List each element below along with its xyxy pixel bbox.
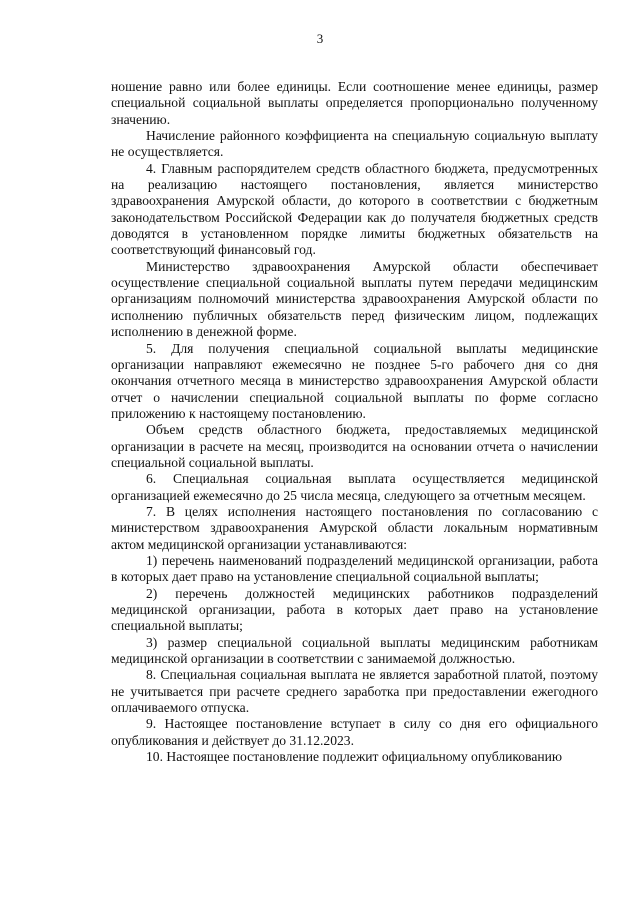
paragraph: 2) перечень должностей медицинских работников подразделений медицинской организации, работа в которых дает право на установление специальной выплаты; — [111, 585, 598, 634]
paragraph: 4. Главным распорядителем средств областного бюджета, предусмотренных на реализацию настоящего постановления, является министерство здравоохранения Амурской области, до которого в соответствии с бюджетным законодательством Российской Федерации как до получателя бюджетных средств доводятся в установленном порядке лимиты бюджетных обязательств на соответствующий финансовый год. — [111, 160, 598, 258]
page-number: 3 — [316, 31, 324, 46]
paragraph: 7. В целях исполнения настоящего постановления по согласованию с министерством здравоохранения Амурской области локальным нормативным актом медицинской организации устанавливаются: — [111, 503, 598, 552]
paragraph: 8. Специальная социальная выплата не является заработной платой, поэтому не учитывается при расчете среднего заработка при предоставлении ежегодного оплачиваемого отпуска. — [111, 667, 598, 716]
paragraph: 1) перечень наименований подразделений медицинской организации, работа в которых дает право на установление специальной социальной выплаты; — [111, 552, 598, 585]
paragraph: Министерство здравоохранения Амурской области обеспечивает осуществление специальной социальной выплаты путем передачи медицинским организациям полномочий министерства здравоохранения Амурской области по исполнению публичных обязательств перед физическим лицом, подлежащих исполнению в денежной форме. — [111, 258, 598, 340]
paragraph: 9. Настоящее постановление вступает в силу со дня его официального опубликования и действует до 31.12.2023. — [111, 716, 598, 748]
paragraph: 6. Специальная социальная выплата осуществляется медицинской организацией ежемесячно до 25 числа месяца, следующего за отчетным месяцем. — [111, 471, 598, 503]
document-body — [111, 79, 598, 765]
paragraph: 10. Настоящее постановление подлежит официальному опубликованию — [146, 749, 563, 765]
paragraph: Начисление районного коэффициента на специальную социальную выплату не осуществляется. — [111, 128, 598, 160]
paragraph: Объем средств областного бюджета, предоставляемых медицинской организации в расчете на месяц, производится на основании отчета о начислении специальной социальной выплаты. — [111, 422, 598, 470]
paragraph: ношение равно или более единицы. Если соотношение менее единицы, размер специальной социальной выплаты определяется пропорционально полученному значению. — [111, 79, 598, 127]
paragraph: 5. Для получения специальной социальной выплаты медицинские организации направляют ежемесячно не позднее 5-го рабочего дня со дня окончания отчетного месяца в министерство здравоохранения Амурской области отчет о начислении специальной социальной выплаты по форме согласно приложению к настоящему постановлению. — [111, 340, 598, 421]
paragraph: 3) размер специальной социальной выплаты медицинским работникам медицинской организации в соответствии с занимаемой должностью. — [111, 634, 598, 667]
